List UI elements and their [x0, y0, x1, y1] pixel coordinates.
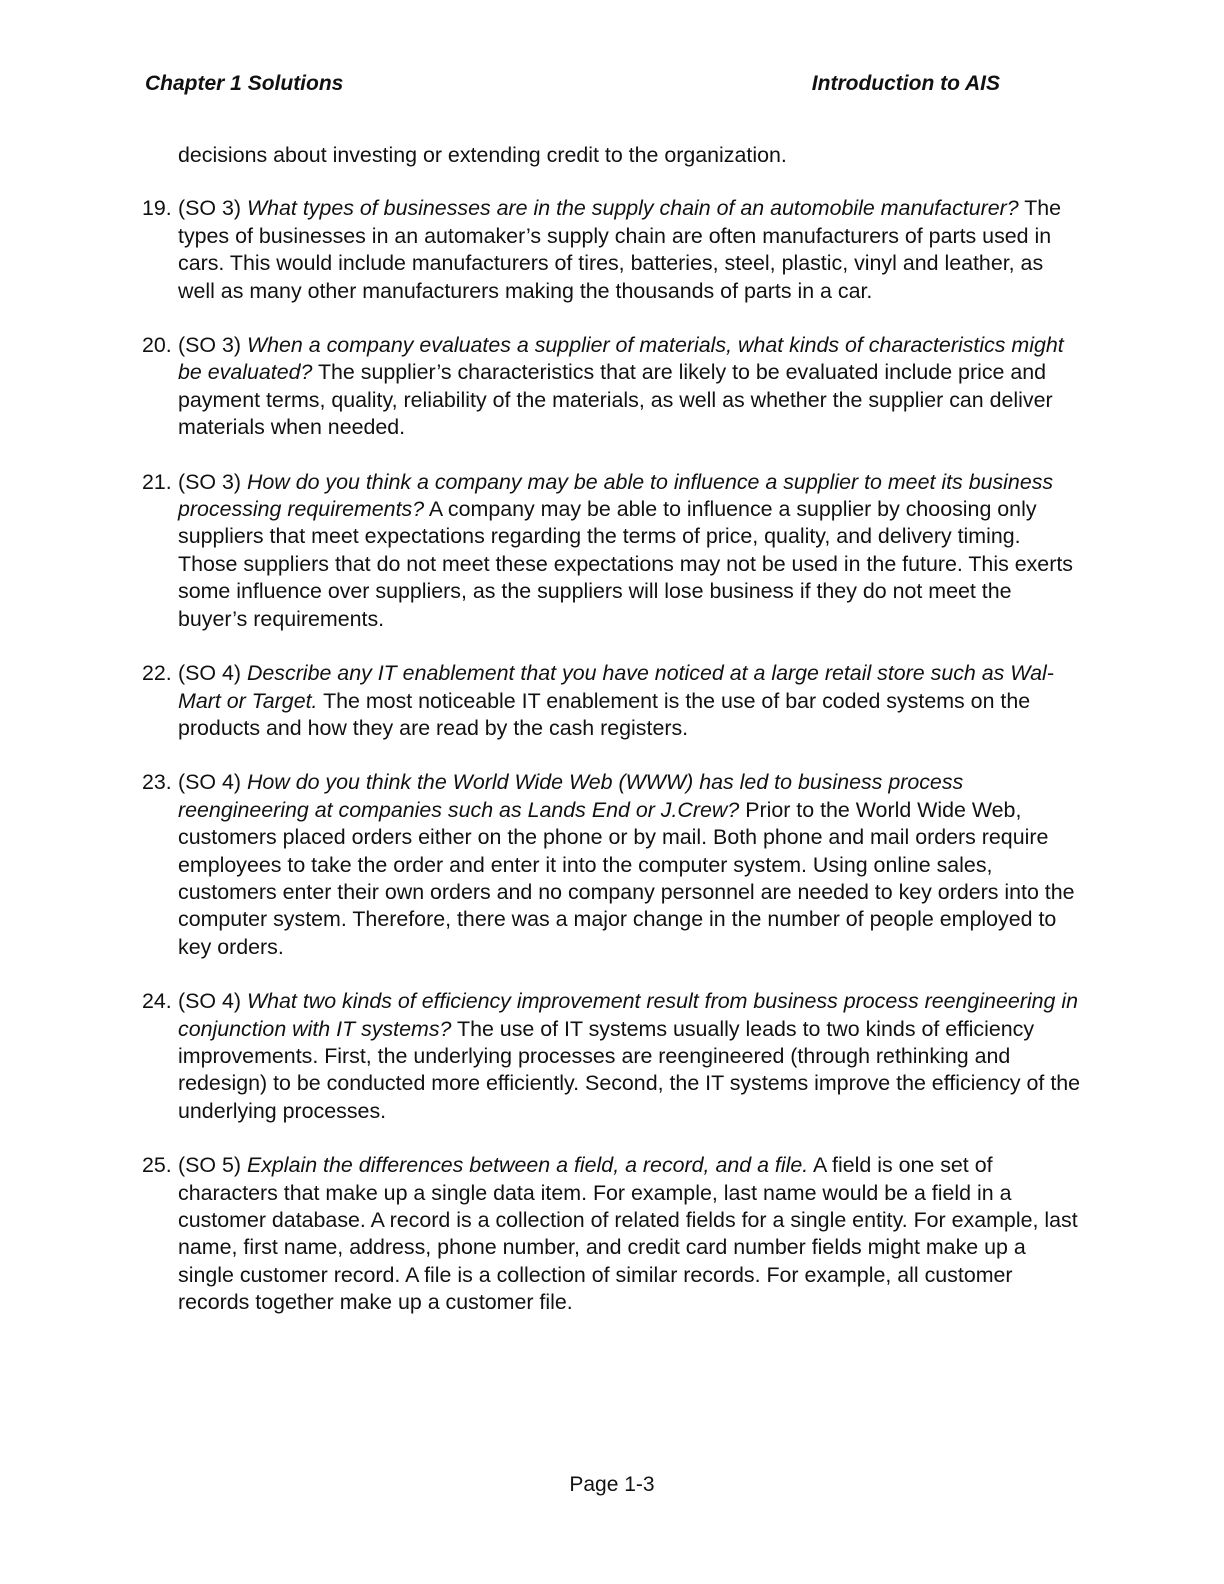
page-header [145, 72, 1000, 102]
study-objective: (SO 4) [178, 770, 241, 795]
question-number: 24. [142, 989, 172, 1014]
question-number: 25. [142, 1153, 172, 1178]
question-21 [142, 469, 1082, 633]
question-text: How do you think a company may be able to influence a supplier to meet its business processing requirements? [178, 469, 1054, 522]
question-22 [142, 660, 1082, 742]
answer-text: The supplier’s characteristics that are likely to be evaluated include price and payment terms, quality, reliability of the materials, as well as whether the supplier can deliver materials when needed. [178, 360, 1053, 440]
study-objective: (SO 4) [178, 989, 241, 1014]
study-objective: (SO 3) [178, 469, 241, 494]
answer-text: The use of IT systems usually leads to two kinds of efficiency improvements. First, the underlying processes are reengineered (through rethinking and redesign) to be conducted more efficiently. Second, the IT systems improve the efficiency of the underlying processes. [178, 1016, 1081, 1123]
chapter-title: Chapter 1 Solutions [145, 72, 344, 95]
question-23 [142, 769, 1082, 961]
question-text: Describe any IT enablement that you have noticed at a large retail store such as Wal-Mart or Target. [178, 661, 1054, 713]
question-number: 19. [142, 196, 172, 221]
document-body [142, 142, 1082, 1344]
question-number: 23. [142, 770, 172, 795]
study-objective: (SO 5) [178, 1153, 241, 1178]
question-text: What two kinds of efficiency improvement result from business process reengineering in conjunction with IT systems? [178, 989, 1078, 1041]
answer-text: A company may be able to influence a supplier by choosing only suppliers that meet expectations regarding the terms of price, quality, and delivery timing. Those suppliers that do not meet these expectations may not be used in the future. This exerts some influence over suppliers, as the suppliers will lose business if they do not meet the buyer’s requirements. [178, 497, 1073, 631]
study-objective: (SO 3) [178, 196, 241, 221]
book-title: Introduction to AIS [811, 72, 1000, 95]
answer-text: Prior to the World Wide Web, customers placed orders either on the phone or by mail. Both phone and mail orders require employees to take the order and enter it into the computer system. Using online sales, customers enter their own orders and no company personnel are needed to key orders into the computer system. Therefore, there was a major change in the number of people employed to key orders. [178, 797, 1075, 959]
answer-text: The most noticeable IT enablement is the use of bar coded systems on the products and how they are read by the cash registers. [178, 688, 1031, 740]
study-objective: (SO 3) [178, 333, 241, 358]
question-25 [142, 1152, 1082, 1316]
question-text: Explain the differences between a field, a record, and a file. [246, 1153, 809, 1178]
study-objective: (SO 4) [178, 661, 241, 686]
question-24 [142, 988, 1082, 1125]
question-number: 22. [142, 661, 172, 686]
question-number: 20. [142, 333, 172, 358]
continuation-text: decisions about investing or extending credit to the organization. [178, 143, 787, 167]
question-19 [142, 195, 1082, 305]
page-number: Page 1-3 [569, 1473, 655, 1496]
question-text: How do you think the World Wide Web (WWW) has led to business process reengineering at companies such as Lands End or J.Crew? [178, 770, 964, 822]
question-text: What types of businesses are in the supply chain of an automobile manufacturer? [246, 196, 1019, 221]
answer-text: A field is one set of characters that make up a single data item. For example, last name would be a field in a customer database. A record is a collection of related fields for a single entity. For example, last name, first name, address, phone number, and credit card number fields might make up a single customer record. A file is a collection of similar records. For example, all customer records together make up a customer file. [178, 1153, 1078, 1315]
question-20 [142, 332, 1082, 442]
question-text: When a company evaluates a supplier of materials, what kinds of characteristics might be evaluated? [178, 333, 1064, 385]
answer-text: The types of businesses in an automaker’s supply chain are often manufacturers of parts used in cars. This would include manufacturers of tires, batteries, steel, plastic, vinyl and leather, as well as many other manufacturers making the thousands of parts in a car. [178, 196, 1062, 303]
question-number: 21. [142, 469, 172, 494]
